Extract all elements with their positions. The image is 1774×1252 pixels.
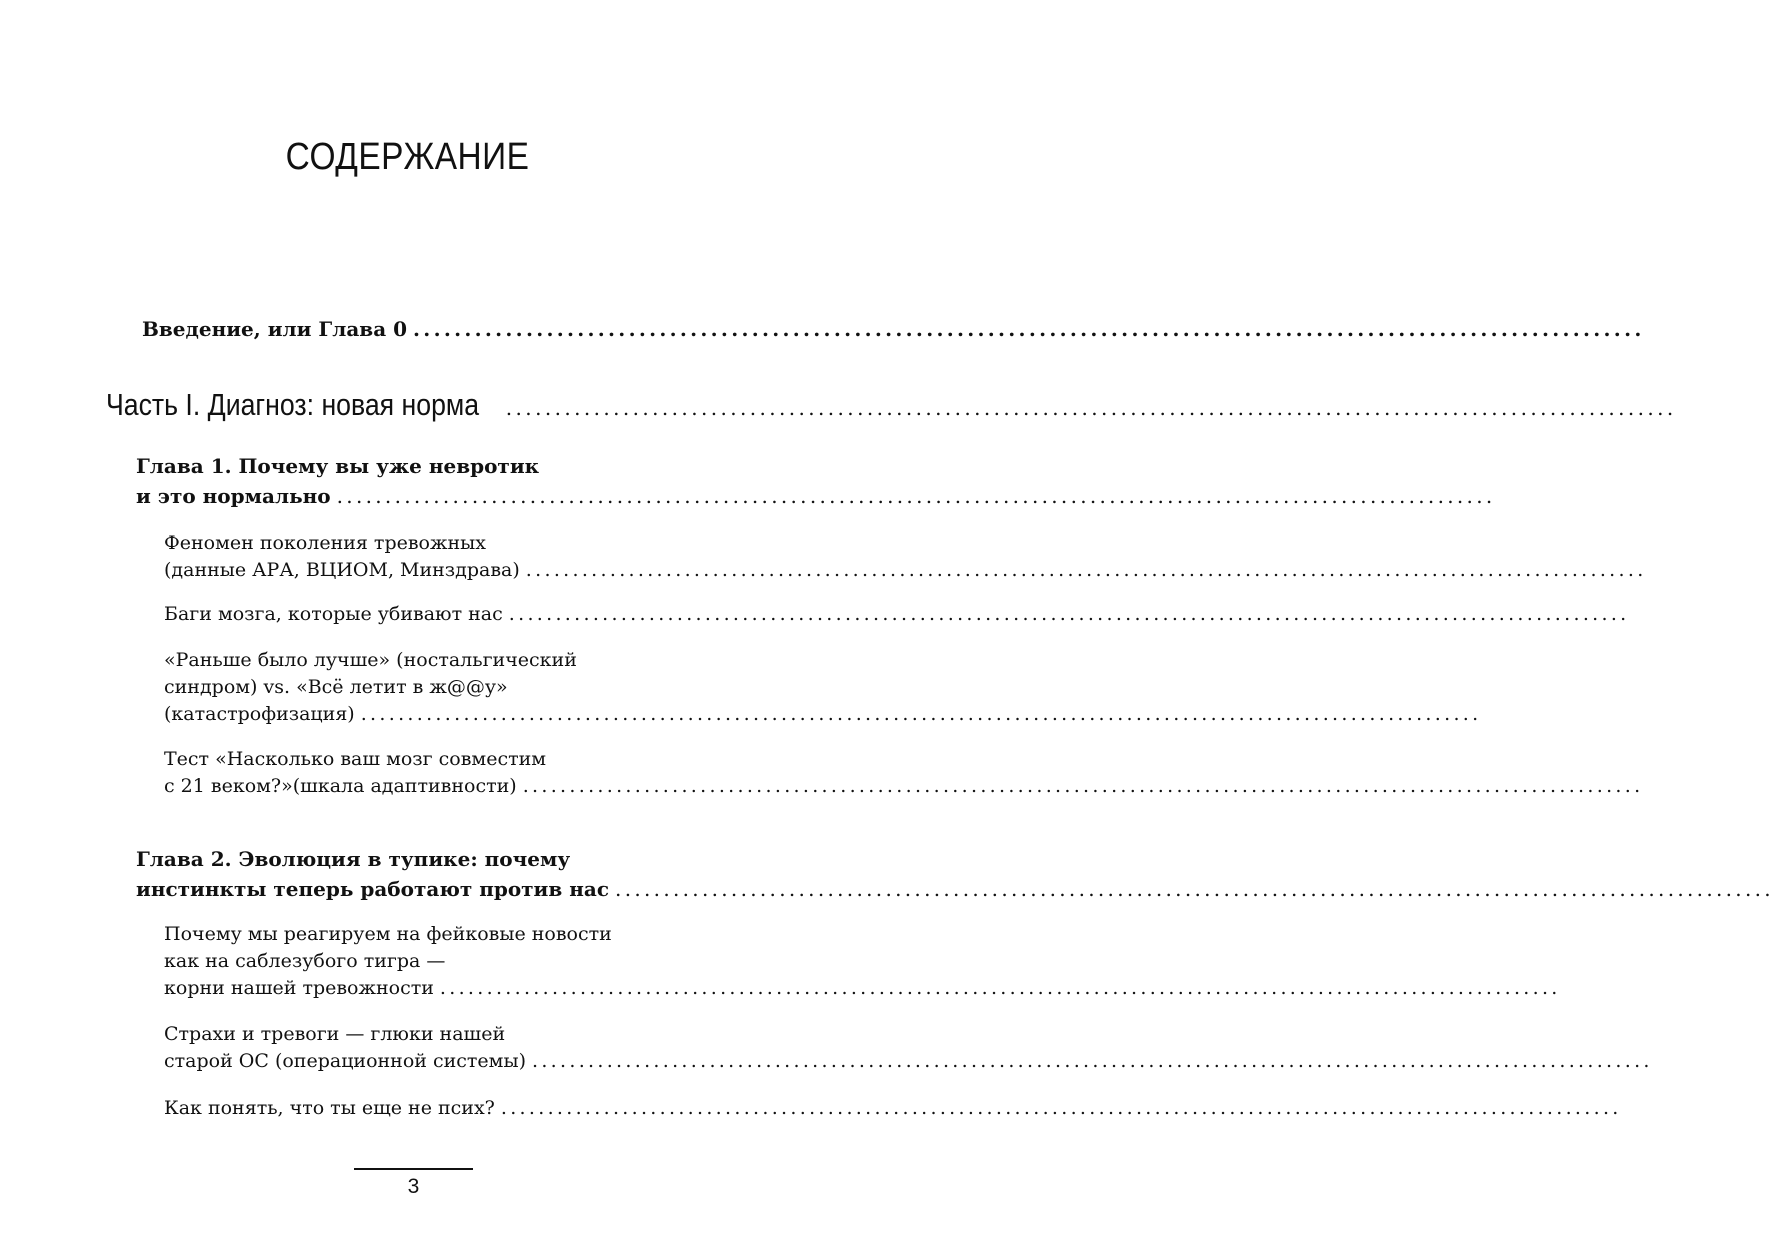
section-line: синдром) vs. «Всё летит в ж@@у» bbox=[164, 676, 508, 698]
toc-chapter-1[interactable] bbox=[136, 451, 1496, 511]
section-line: корни нашей тревожности bbox=[164, 977, 434, 999]
toc-section[interactable] bbox=[164, 530, 1647, 584]
toc-chapter-2[interactable] bbox=[136, 844, 1774, 904]
section-line: Как понять, что ты еще не псих? bbox=[164, 1097, 495, 1119]
section-line: с 21 веком?»(шкала адаптивности) bbox=[164, 775, 517, 797]
chapter-title-line: Глава 2. Эволюция в тупике: почему bbox=[136, 847, 571, 871]
toc-section[interactable] bbox=[164, 601, 1630, 628]
dot-leader: ........................................................................................................................ bbox=[413, 317, 1645, 341]
chapter-title-line: и это нормально bbox=[136, 484, 331, 508]
section-line: старой ОС (операционной системы) bbox=[164, 1050, 526, 1072]
toc-entry-introduction[interactable] bbox=[142, 314, 1645, 344]
toc-section[interactable] bbox=[164, 921, 1561, 1002]
dot-leader: ........................................................................................................................ bbox=[500, 1097, 1622, 1119]
toc-section[interactable] bbox=[164, 1095, 1622, 1122]
toc-section[interactable] bbox=[164, 746, 1644, 800]
dot-leader: ........................................................................................................................ bbox=[508, 603, 1630, 625]
section-line: Тест «Насколько ваш мозг совместим bbox=[164, 748, 547, 770]
chapter-title-line: инстинкты теперь работают против нас bbox=[136, 877, 610, 901]
toc-section[interactable] bbox=[164, 647, 1482, 728]
toc-entry-label: Введение, или Глава 0 bbox=[142, 317, 408, 341]
section-line: как на саблезубого тигра — bbox=[164, 950, 446, 972]
section-line: (данные АРА, ВЦИОМ, Минздрава) bbox=[164, 559, 520, 581]
chapter-title-line: Глава 1. Почему вы уже невротик bbox=[136, 454, 540, 478]
dot-leader: ........................................................................................................................ bbox=[336, 484, 1496, 508]
section-line: Баги мозга, которые убивают нас bbox=[164, 603, 503, 625]
footer-divider bbox=[354, 1168, 473, 1170]
dot-leader: ........................................................................................................................ bbox=[360, 703, 1482, 725]
toc-section[interactable] bbox=[164, 1021, 1653, 1075]
page-title: СОДЕРЖАНИЕ bbox=[285, 136, 530, 178]
section-line: Почему мы реагируем на фейковые новости bbox=[164, 923, 612, 945]
dot-leader: ........................................................................................................................ bbox=[525, 559, 1647, 581]
page-number: 3 bbox=[407, 1175, 420, 1198]
dot-leader: ........................................................................................................................ bbox=[439, 977, 1561, 999]
section-line: Феномен поколения тревожных bbox=[164, 532, 486, 554]
dot-leader: ........................................................................................................................ bbox=[532, 1050, 1653, 1072]
dot-leader: ........................................................................................................................ bbox=[505, 396, 1677, 420]
dot-leader: ........................................................................................................................ bbox=[615, 877, 1774, 901]
section-line: (катастрофизация) bbox=[164, 703, 355, 725]
dot-leader: ........................................................................................................................ bbox=[522, 775, 1644, 797]
section-line: «Раньше было лучше» (ностальгический bbox=[164, 649, 577, 671]
part-label: Часть I. Диагноз: новая норма bbox=[106, 387, 480, 422]
toc-part-1[interactable] bbox=[106, 385, 1677, 428]
section-line: Страхи и тревоги — глюки нашей bbox=[164, 1023, 506, 1045]
